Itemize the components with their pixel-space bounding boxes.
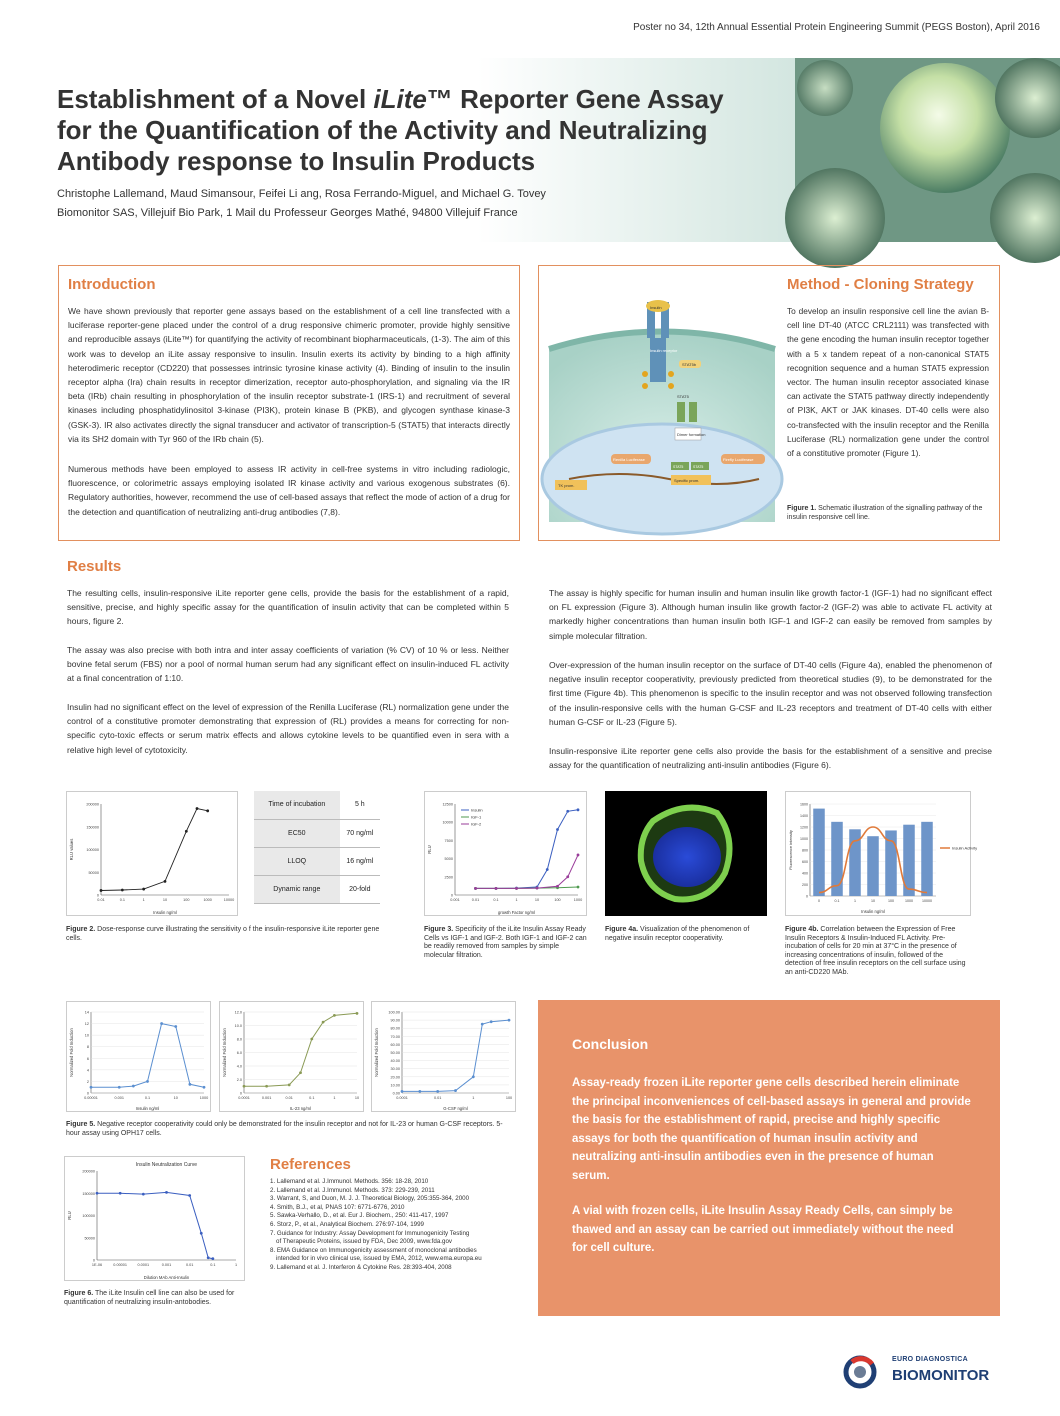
series-line xyxy=(402,1020,509,1091)
y-tick-label: 12500 xyxy=(442,802,453,807)
y-tick-label: 150000 xyxy=(82,1191,95,1196)
poster-title: Establishment of a Novel iLite™ Reporter Gene Assay for the Quantification of the Activity and Neutralizing Antibody response to Insulin Products xyxy=(57,84,724,176)
x-tick-label: 0.01 xyxy=(471,898,480,902)
diagram-dimer: Dimer formation xyxy=(677,432,706,437)
x-tick-label: 0.1 xyxy=(119,898,125,902)
conclusion-box xyxy=(538,1000,1000,1316)
diagram-specific: Specific prom. xyxy=(674,478,700,483)
y-tick-label: 600 xyxy=(802,860,808,864)
x-axis-label: Insulin ng/ml xyxy=(861,909,885,914)
chart-title: Insulin Neutralization Curve xyxy=(135,1162,198,1168)
x-tick-label: 0.00001 xyxy=(113,1263,128,1267)
data-point xyxy=(119,1192,122,1195)
x-tick-label: 1000 xyxy=(905,899,913,903)
data-point xyxy=(146,1080,149,1083)
poster-reference: Poster no 34, 12th Annual Essential Protein Engineering Summit (PEGS Boston), April 2016 xyxy=(633,22,1040,33)
x-tick-label: 1000 xyxy=(573,898,583,902)
results-p4: The assay is highly specific for human insulin and human insulin like growth factor-1 (IGF-1) had no significant effect on FL expression (Figure 3). Although human insulin like growth factor-2 (IGF-2) was able to activate FL activity at markedly higher concentrations than human insulin both IGF-1 and IGF-2 can easily be removed from samples by simple molecular filtration. xyxy=(549,588,992,641)
y-tick-label: 0.00 xyxy=(392,1091,400,1096)
figure6-caption: Figure 6. The iLite Insulin cell line can also be used for quantification of neutralizing insulin-antobodies. xyxy=(64,1290,235,1306)
logo-mark-icon xyxy=(842,1354,882,1390)
data-point xyxy=(200,1232,203,1235)
y-tick-label: 0 xyxy=(239,1091,242,1096)
results-p3: Insulin had no significant effect on the level of expression of the Renilla Luciferase (RL) normalization gene under the control of a constitutive promoter demonstrating that expression of (RL) provides a means for correcting for non-specific cyto-toxic effects or serum matrix effects and allows cytokine levels to be quantified even in sera with a relative high level of cytotoxicity. xyxy=(67,702,509,755)
y-tick-label: 10 xyxy=(84,1033,89,1038)
list-item: 3. Warrant, S, and Duon, M. J. J. Theoretical Biology, 205:355-364, 2000 xyxy=(270,1195,470,1203)
results-heading: Results xyxy=(67,558,122,575)
diagram-stat5-1: STAT5 xyxy=(673,465,684,469)
y-tick-label: 0 xyxy=(96,893,99,898)
y-tick-label: 0 xyxy=(806,894,808,899)
data-point xyxy=(418,1090,421,1093)
y-tick-label: 800 xyxy=(802,848,808,853)
data-point xyxy=(90,1086,93,1089)
results-p1: The resulting cells, insulin-responsive iLite reporter gene cells, provide the basis for the establishment of a rapid, sensitive, precise, and highly specific assay for the quantification of insulin activity that can be completed within 5 hours, figure 2. xyxy=(67,588,509,627)
x-tick-label: 0.001 xyxy=(114,1096,125,1100)
conclusion-p1: Assay-ready frozen iLite reporter gene cells described herein eliminate the principal inconveniences of cell-based assays in general and provide the basis for the establishment of rapid, precise and highly specific assays for both the quantification of human insulin activity and neutralizing anti-insulin antibodies even in the presence of human serum. xyxy=(572,1077,971,1182)
x-axis-label: Dilution MAb Anti-Insulin xyxy=(143,1275,190,1280)
legend-label: IGF-2 xyxy=(471,821,482,827)
x-axis-label: Insulin ng/ml xyxy=(153,910,177,915)
y-tick-label: 100.00 xyxy=(388,1010,400,1015)
data-point xyxy=(515,887,518,890)
y-tick-label: 8 xyxy=(86,1045,89,1050)
y-tick-label: 14 xyxy=(84,1010,89,1015)
x-tick-label: 1000 xyxy=(203,898,212,902)
data-point xyxy=(495,887,498,890)
x-tick-label: 1 xyxy=(142,898,145,902)
results-p5: Over-expression of the human insulin receptor on the surface of DT-40 cells (Figure 4a), enabled the phenomenon of negative insulin receptor cooperativity, previously predicted from theoretical studies (9), to be demonstrated for the first time (Figure 4b). This phenomenon is specific to the insulin receptor and was not observed following transfection of the insulin-responsive cells with the human G-CSF and IL-23 receptors and treatment of DT-40 cells with either human G-CSF or IL-23 (Figure 5). xyxy=(549,660,992,727)
list-item: 2. Lallemand et al. J.Immunol. Methods. 373: 229-239, 2011 xyxy=(270,1186,435,1194)
references-list xyxy=(270,1178,525,1273)
list-item: 4. Smith, B.J., et al, PNAS 107: 6771-6776, 2010 xyxy=(270,1203,405,1211)
y-tick-label: 7500 xyxy=(444,838,453,843)
data-point xyxy=(211,1257,214,1260)
y-tick-label: 6.0 xyxy=(236,1051,242,1055)
y-tick-label: 6 xyxy=(86,1056,89,1061)
y-tick-label: 200 xyxy=(802,883,808,887)
data-point xyxy=(196,807,199,810)
y-tick-label: 60.00 xyxy=(390,1042,400,1047)
data-point xyxy=(185,830,188,833)
data-point xyxy=(265,1085,268,1088)
figure6-chart xyxy=(64,1156,245,1281)
y-tick-label: 10000 xyxy=(442,820,453,825)
table-row: LLOQ 16 ng/ml xyxy=(254,847,380,875)
figure2-caption: Figure 2. Dose-response curve illustrating the sensitivity o f the insulin-responsive iLite reporter gene cells. xyxy=(66,926,380,942)
list-item: 6. Storz, P., et al., Analytical Biochem. 276:97-104, 1999 xyxy=(270,1220,424,1228)
data-point xyxy=(322,1021,325,1024)
x-tick-label: 0.01 xyxy=(97,898,105,902)
diagram-stat5b: STAT5b xyxy=(682,362,697,367)
data-point xyxy=(96,1192,99,1195)
y-axis-label: Normalized Fold Induction xyxy=(69,1028,74,1077)
y-tick-label: 80.00 xyxy=(390,1026,400,1031)
logo-bottom-text: BIOMONITOR xyxy=(892,1367,990,1384)
y-tick-label: 200000 xyxy=(82,1169,95,1174)
data-point xyxy=(356,1012,359,1015)
y-tick-label: 1000 xyxy=(800,837,808,841)
diagram-tk: TK prom. xyxy=(558,483,575,488)
y-tick-label: 100000 xyxy=(86,848,99,852)
diagram-renilla: Renilla Luciferase xyxy=(613,457,645,462)
data-point xyxy=(490,1020,493,1023)
y-tick-label: 0 xyxy=(450,893,453,898)
data-point xyxy=(288,1084,291,1087)
data-point xyxy=(310,1038,313,1041)
logo-top-text: EURO DIAGNOSTICA xyxy=(892,1356,968,1363)
diagram-stat5-2: STAT5 xyxy=(693,465,704,469)
y-tick-label: 70.00 xyxy=(390,1034,400,1039)
data-point xyxy=(508,1019,511,1022)
y-tick-label: 4.0 xyxy=(236,1064,242,1069)
results-p6: Insulin-responsive iLite reporter gene cells also provide the basis for the establishment of a sensitive and precise assay for the quantification of neutralizing anti-insulin antibodies (Figure 6). xyxy=(549,746,992,771)
x-tick-label: 0.1 xyxy=(493,898,499,902)
y-axis-label: RLU xyxy=(67,1211,72,1220)
y-axis-label: RLU values xyxy=(69,838,74,861)
diagram-insulin-label: Insulin xyxy=(650,305,662,310)
y-tick-label: 30.00 xyxy=(390,1067,400,1072)
y-tick-label: 4 xyxy=(86,1068,89,1073)
y-tick-label: 12.0 xyxy=(234,1010,242,1015)
figure5a-chart xyxy=(66,1001,211,1112)
introduction-heading: Introduction xyxy=(68,276,156,293)
assay-table xyxy=(254,791,380,911)
x-tick-label: 10 xyxy=(534,898,540,902)
data-point xyxy=(121,889,124,892)
list-item: 8. EMA Guidance on Immunogenicity assessment of monoclonal antibodies xyxy=(270,1246,477,1254)
series-line xyxy=(101,809,208,891)
data-point xyxy=(164,880,167,883)
list-item: intended for in vivo clinical use, issued by EMA, 2012, www.ema.europa.eu xyxy=(276,1255,482,1263)
y-axis-label: RLU xyxy=(427,845,432,854)
y-tick-label: 150000 xyxy=(86,825,99,830)
y-tick-label: 10.0 xyxy=(234,1024,242,1028)
y-tick-label: 1200 xyxy=(800,825,808,830)
y-tick-label: 2.0 xyxy=(236,1078,242,1082)
introduction-p2: Numerous methods have been employed to assess IR activity in cell-free systems in vitro including radiologic, fluorescence, or colorimetric assays employing isolated IR kinase activity and various exogenous substrates (6). Regulatory authorities, however, recommend the use of cell-based assays that reflect the mode of action of a drug for the detection and quantification of neutralizing anti-drug antibodies (7,8). xyxy=(68,464,510,517)
x-tick-label: 100 xyxy=(554,898,561,902)
legend-label: Insulin xyxy=(471,807,483,813)
y-tick-label: 100000 xyxy=(82,1214,95,1218)
y-tick-label: 400 xyxy=(802,871,808,876)
introduction-p1: We have shown previously that reporter gene assays based on the establishment of a cell line transfected with a luciferase reporter-gene placed under the control of a drug responsive chimeric promoter, provide highly sensitive and reproducible assays (iLite™) for quantifying the activity of recombinant biopharmaceuticals, (1-3). The aim of this work was to develop an iLite assay responsive to insulin. Insulin exerts its activity by binding to a high affinity heterodimeric receptor (CD220) that possesses intrinsic tyrosine kinase activity (4). Binding of insulin to the insulin receptor alpha (Ira) chain results in receptor dimerization, receptor auto-phosphorylation, and signaling via the IR beta (IRb) chain resulting in phosphorylation of the insulin receptor substrate-1 (IRS-1) and recruitment of several kinases including phosphatidylinositol 3-kinase (PI3K), protein kinase B (PKB), and glycogen synthase kinase-3 (GSK-3). IR also activates directly the signal transducer and activator of transcription-5 (STAT5) that interacts directly via its SH2 domain with Tyr 960 of the IRb chain (5). xyxy=(68,306,510,444)
data-point xyxy=(299,1071,302,1074)
data-point xyxy=(436,1090,439,1093)
figure4a-micrograph xyxy=(605,791,767,916)
authors: Christophe Lallemand, Maud Simansour, Feifei Li ang, Rosa Ferrando-Miguel, and Michael G. Tovey xyxy=(57,188,546,200)
x-tick-label: 10000 xyxy=(223,898,235,902)
data-point xyxy=(174,1025,177,1028)
data-point xyxy=(546,868,549,871)
y-tick-label: 12 xyxy=(84,1022,89,1027)
data-point xyxy=(401,1090,404,1093)
list-item: 5. Sawka-Verhallo, D., et al. Eur J. Biochem., 250: 411-417, 1997 xyxy=(270,1212,449,1220)
figure3-chart xyxy=(424,791,587,916)
results-p2: The assay was also precise with both intra and inter assay coefficients of variation (% CV) of 10 % or less. Neither bovine fetal serum (FBS) nor a pool of normal human serum had any significant effect on insulin-induced FL activity at a final concentration of 1:10. xyxy=(67,645,509,684)
data-point xyxy=(100,889,103,892)
list-item: 1. Lallemand et al. J.Immunol. Methods. 356: 18-28, 2010 xyxy=(270,1178,429,1185)
y-tick-label: 90.00 xyxy=(390,1018,400,1023)
data-point xyxy=(188,1083,191,1086)
data-point xyxy=(132,1085,135,1088)
x-tick-label: 0.0001 xyxy=(238,1096,250,1100)
data-point xyxy=(118,1086,121,1089)
y-tick-label: 1600 xyxy=(800,802,808,807)
data-point xyxy=(188,1194,191,1197)
y-tick-label: 0 xyxy=(86,1091,89,1096)
header-image xyxy=(795,58,1060,242)
series-line xyxy=(244,1013,357,1086)
x-tick-label: 100 xyxy=(183,898,190,902)
y-tick-label: 10.00 xyxy=(390,1083,400,1088)
x-tick-label: 1 xyxy=(515,898,518,902)
x-tick-label: 1000 xyxy=(199,1096,209,1100)
data-point xyxy=(481,1023,484,1026)
affiliation: Biomonitor SAS, Villejuif Bio Park, 1 Mail du Professeur Georges Mathé, 94800 Villejuif France xyxy=(57,207,518,219)
x-tick-label: 0.0001 xyxy=(396,1096,408,1100)
x-tick-label: 10 xyxy=(162,898,168,902)
data-point xyxy=(454,1089,457,1092)
data-point xyxy=(474,887,477,890)
x-axis-label: G-CSF ng/ml xyxy=(443,1106,468,1111)
data-point xyxy=(577,886,580,889)
figure4a-caption: Figure 4a. Visualization of the phenomenon of negative insulin receptor cooperativity. xyxy=(605,926,750,942)
data-point xyxy=(556,885,559,888)
diagram-stat5a: STAT5 xyxy=(677,394,689,399)
x-tick-label: 0.1 xyxy=(144,1096,151,1100)
y-tick-label: 8.0 xyxy=(236,1037,242,1042)
x-tick-label: 10 xyxy=(173,1096,178,1100)
table-row: Time of incubation 5 h xyxy=(254,791,380,819)
y-tick-label: 1400 xyxy=(800,814,808,818)
figure4b-chart xyxy=(785,791,978,916)
data-point xyxy=(165,1191,168,1194)
figure5c-chart xyxy=(371,1001,516,1112)
y-tick-label: 50.00 xyxy=(390,1051,400,1055)
x-tick-label: 0.0001 xyxy=(137,1263,150,1267)
x-tick-label: 0.01 xyxy=(185,1263,194,1267)
diagram-receptor-label: Insulin receptor xyxy=(650,348,678,353)
bar xyxy=(813,809,825,896)
list-item: 9. Lallemand et al. J. Interferon & Cytokine Res. 28:393-404, 2008 xyxy=(270,1263,452,1271)
x-tick-label: 0.001 xyxy=(261,1096,272,1100)
method-box xyxy=(538,265,1000,541)
figure5b-chart xyxy=(219,1001,364,1112)
x-axis-label: growth Factor ng/ml xyxy=(497,910,536,915)
x-tick-label: 100 xyxy=(888,899,894,903)
x-tick-label: 10 xyxy=(871,899,875,903)
conclusion-p2: A vial with frozen cells, iLite Insulin Assay Ready Cells, can simply be thawed and an assay can be carried out immediately without the need for cell culture. xyxy=(572,1205,954,1254)
x-tick-label: 100 xyxy=(505,1096,513,1100)
x-tick-label: 1 xyxy=(472,1096,475,1100)
data-point xyxy=(536,887,539,890)
data-point xyxy=(556,828,559,831)
introduction-box xyxy=(58,265,520,541)
method-heading: Method - Cloning Strategy xyxy=(787,276,974,293)
y-tick-label: 0 xyxy=(92,1258,95,1263)
data-point xyxy=(243,1085,246,1088)
series-line xyxy=(476,855,579,888)
y-tick-label: 50000 xyxy=(88,870,99,875)
y-axis-label: Fluorescence intensity xyxy=(788,830,793,870)
table-row: EC50 70 ng/ml xyxy=(254,819,380,847)
conclusion-heading: Conclusion xyxy=(572,1036,649,1052)
x-tick-label: 0.1 xyxy=(309,1096,315,1100)
x-tick-label: 0.1 xyxy=(834,899,840,903)
list-item: of Therapeutic Proteins, issued by FDA, Dec 2009, www.fda.gov xyxy=(276,1238,452,1246)
figure3-caption: Figure 3. Specificity of the iLite Insulin Assay Ready Cells vs IGF-1 and IGF-2. Both IGF-1 and IGF-2 can be readily removed from samples by simple molecular filtration. xyxy=(424,926,587,959)
data-point xyxy=(206,809,209,812)
diagram-firefly: Firefly Luciferase xyxy=(723,457,754,462)
bar xyxy=(921,822,933,896)
x-tick-label: 0.1 xyxy=(210,1263,216,1267)
x-tick-label: 0.001 xyxy=(161,1263,172,1267)
list-item: 7. Guidance for Industry: Assay Development for Immunogenicity Testing xyxy=(270,1229,470,1237)
y-tick-label: 200000 xyxy=(86,802,99,807)
data-point xyxy=(207,1256,210,1259)
data-point xyxy=(566,875,569,878)
y-axis-label: Normalized Fold Induction xyxy=(374,1028,379,1077)
y-tick-label: 40.00 xyxy=(390,1059,400,1064)
x-tick-label: 1 xyxy=(333,1096,336,1100)
x-tick-label: 0.01 xyxy=(433,1096,442,1100)
bar xyxy=(867,836,879,896)
data-point xyxy=(160,1022,163,1025)
table-row: Dynamic range 20-fold xyxy=(254,875,380,903)
figure2-chart xyxy=(66,791,238,916)
references-heading: References xyxy=(270,1156,351,1173)
biomonitor-logo xyxy=(842,1354,1002,1390)
figure4b-caption: Figure 4b. Correlation between the Expression of Free Insulin Receptors & Insulin-Induced FL Activity. Pre-incubation of cells for 20 min at 37°C in the presence of increasing concentrations of insulin, followed of the detection of free insulin receptors on the cell surface using an anti-CD220 MAb. xyxy=(785,926,966,976)
y-tick-label: 50000 xyxy=(84,1236,95,1241)
series-line xyxy=(91,1024,204,1088)
legend-label: IGF-1 xyxy=(471,814,482,820)
figure1-caption: Figure 1. Schematic illustration of the signalling pathway of the insulin responsive cell line. xyxy=(787,505,983,521)
data-point xyxy=(472,1075,475,1078)
x-tick-label: 0 xyxy=(818,899,820,903)
series-line xyxy=(97,1192,213,1258)
x-tick-label: 10 xyxy=(354,1096,360,1100)
x-tick-label: 1 xyxy=(234,1263,238,1267)
x-tick-label: 0.01 xyxy=(285,1096,293,1100)
data-point xyxy=(577,808,580,811)
parameters-table xyxy=(254,791,380,904)
y-tick-label: 5000 xyxy=(444,857,453,862)
y-tick-label: 20.00 xyxy=(390,1075,400,1080)
data-point xyxy=(577,854,580,857)
data-point xyxy=(142,1193,145,1196)
y-tick-label: 2 xyxy=(86,1079,89,1084)
signalling-diagram xyxy=(549,294,775,522)
x-axis-label: Insulin ng/ml xyxy=(135,1106,160,1111)
y-axis-label: Normalized Fold Induction xyxy=(222,1028,227,1077)
x-tick-label: 1 xyxy=(854,899,856,903)
data-point xyxy=(203,1086,206,1089)
data-point xyxy=(142,888,145,891)
x-tick-label: 10000 xyxy=(922,899,932,903)
x-tick-label: 0.00001 xyxy=(84,1096,98,1100)
data-point xyxy=(566,810,569,813)
legend-label: Insulin Activity xyxy=(952,845,978,851)
y-tick-label: 2500 xyxy=(444,875,453,880)
x-axis-label: IL-23 ng/ml xyxy=(290,1106,311,1111)
x-tick-label: 1E-06 xyxy=(91,1263,103,1267)
series-line xyxy=(476,810,579,889)
data-point xyxy=(333,1014,336,1017)
figure5-caption: Figure 5. Negative receptor cooperativity could only be demonstrated for the insulin receptor and not for IL-23 or human G-CSF receptors. 5-hour assay using OPH17 cells. xyxy=(66,1121,503,1137)
method-text: To develop an insulin responsive cell line the avian B-cell line DT-40 (ATCC CRL2111) was transfected with the gene encoding the human insulin receptor together with a 5 x tandem repeat of a non-canonical STAT5 recognition sequence and a human STAT5 expression vector. The human insulin receptor associated kinase can activate the STAT5 pathway directly independently of PI3K, AKT or JAK kinases. DT-40 cells were also co-transfected with the insulin receptor and the Renilla Luciferase (RL) normalization gene under the control of a constitutive promoter (Figure 1). xyxy=(787,306,989,459)
x-tick-label: 0.001 xyxy=(450,898,460,902)
